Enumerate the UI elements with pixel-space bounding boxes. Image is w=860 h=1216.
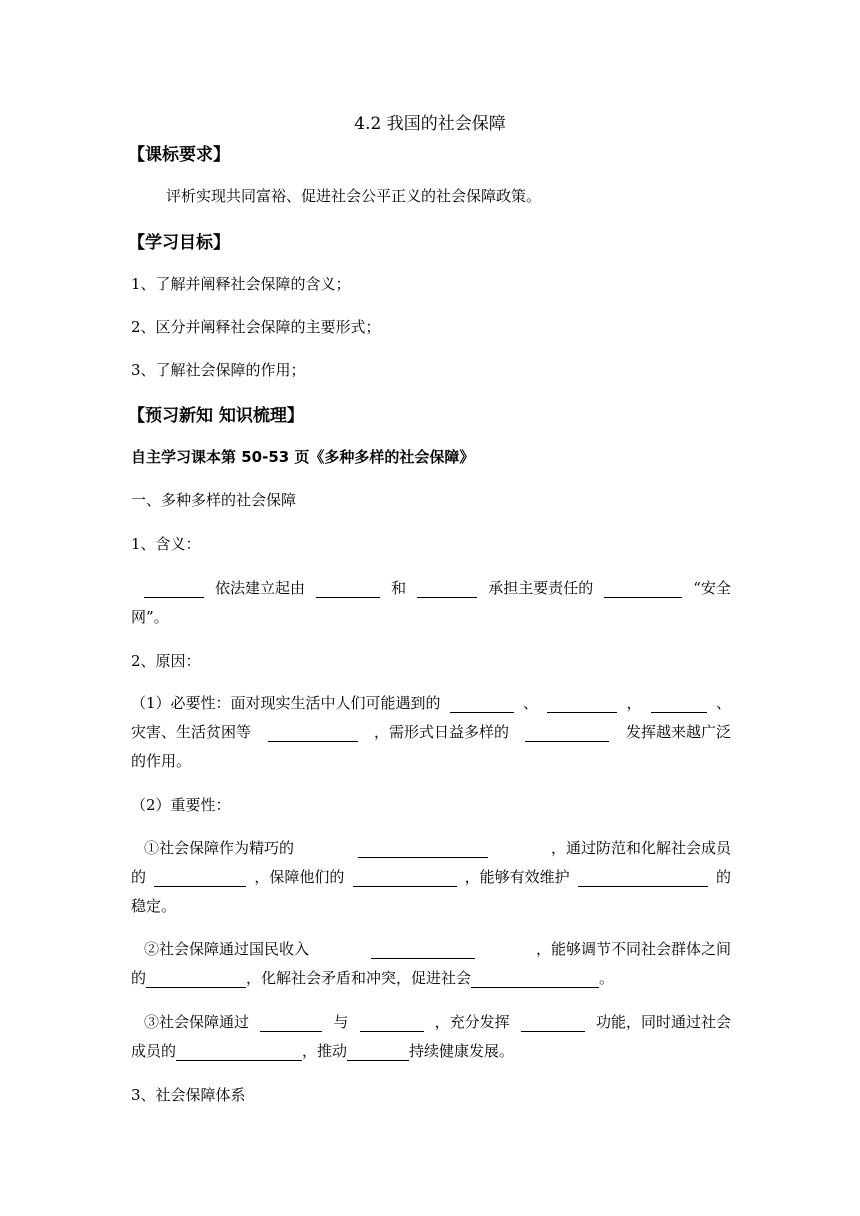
blank[interactable] bbox=[450, 697, 514, 713]
objective-3: 3、了解社会保障的作用； bbox=[131, 361, 306, 379]
blank[interactable] bbox=[268, 726, 358, 742]
part-heading: 一、多种多样的社会保障 bbox=[131, 491, 297, 509]
blank[interactable] bbox=[360, 1016, 424, 1032]
blank[interactable] bbox=[521, 1016, 585, 1032]
blank[interactable] bbox=[578, 871, 708, 887]
importance-3-line-1: ③社会保障通过 与 ，充分发挥 功能，同时通过社会 bbox=[144, 1013, 731, 1031]
importance-label: （2）重要性： bbox=[131, 796, 231, 814]
blank[interactable] bbox=[651, 697, 707, 713]
heading-preview: 【预习新知 知识梳理】 bbox=[128, 406, 304, 426]
reason-label: 2、原因： bbox=[131, 652, 201, 670]
necessity-line-2: 灾害、生活贫困等 ，需形式日益多样的 发挥越来越广泛 bbox=[131, 723, 731, 741]
definition-label: 1、含义： bbox=[131, 535, 201, 553]
blank[interactable] bbox=[417, 582, 477, 598]
blank[interactable] bbox=[316, 582, 380, 598]
definition-line-1: 依法建立起由 和 承担主要责任的 “安全 bbox=[144, 577, 731, 598]
page-title: 4.2 我国的社会保障 bbox=[354, 114, 506, 134]
objective-1: 1、了解并阐释社会保障的含义； bbox=[131, 275, 351, 293]
importance-3-line-2: 成员的 ，推动 持续健康发展。 bbox=[131, 1042, 515, 1060]
blank[interactable] bbox=[358, 842, 488, 858]
importance-1-line-1: ①社会保障作为精巧的 ，通过防范和化解社会成员 bbox=[144, 839, 731, 857]
importance-1-line-2: 的 ，保障他们的 ，能够有效维护 的 bbox=[131, 868, 731, 886]
blank[interactable] bbox=[154, 871, 246, 887]
necessity-line-1: （1）必要性：面对现实生活中人们可能遇到的 、 ， 、 bbox=[131, 694, 731, 712]
heading-curriculum: 【课标要求】 bbox=[128, 145, 230, 165]
necessity-line-3: 的作用。 bbox=[131, 752, 192, 770]
heading-objectives: 【学习目标】 bbox=[128, 233, 230, 253]
definition-line-2: 网”。 bbox=[131, 608, 169, 626]
blank[interactable] bbox=[471, 972, 599, 988]
blank[interactable] bbox=[176, 1045, 302, 1061]
importance-2-line-1: ②社会保障通过国民收入 ，能够调节不同社会群体之间 bbox=[144, 940, 731, 958]
study-instruction: 自主学习课本第 50-53 页《多种多样的社会保障》 bbox=[131, 448, 475, 466]
blank[interactable] bbox=[260, 1016, 322, 1032]
blank[interactable] bbox=[525, 726, 609, 742]
blank[interactable] bbox=[353, 871, 457, 887]
blank[interactable] bbox=[347, 1045, 409, 1061]
blank[interactable] bbox=[547, 697, 617, 713]
system-label: 3、社会保障体系 bbox=[131, 1086, 246, 1104]
curriculum-text: 评析实现共同富裕、促进社会公平正义的社会保障政策。 bbox=[166, 187, 542, 205]
importance-2-line-2: 的 ，化解社会矛盾和冲突，促进社会 。 bbox=[131, 969, 615, 987]
objective-2: 2、区分并阐释社会保障的主要形式； bbox=[131, 318, 381, 336]
blank[interactable] bbox=[604, 582, 682, 598]
blank[interactable] bbox=[144, 582, 204, 598]
blank[interactable] bbox=[146, 972, 246, 988]
importance-1-line-3: 稳定。 bbox=[131, 897, 177, 915]
blank[interactable] bbox=[371, 943, 475, 959]
